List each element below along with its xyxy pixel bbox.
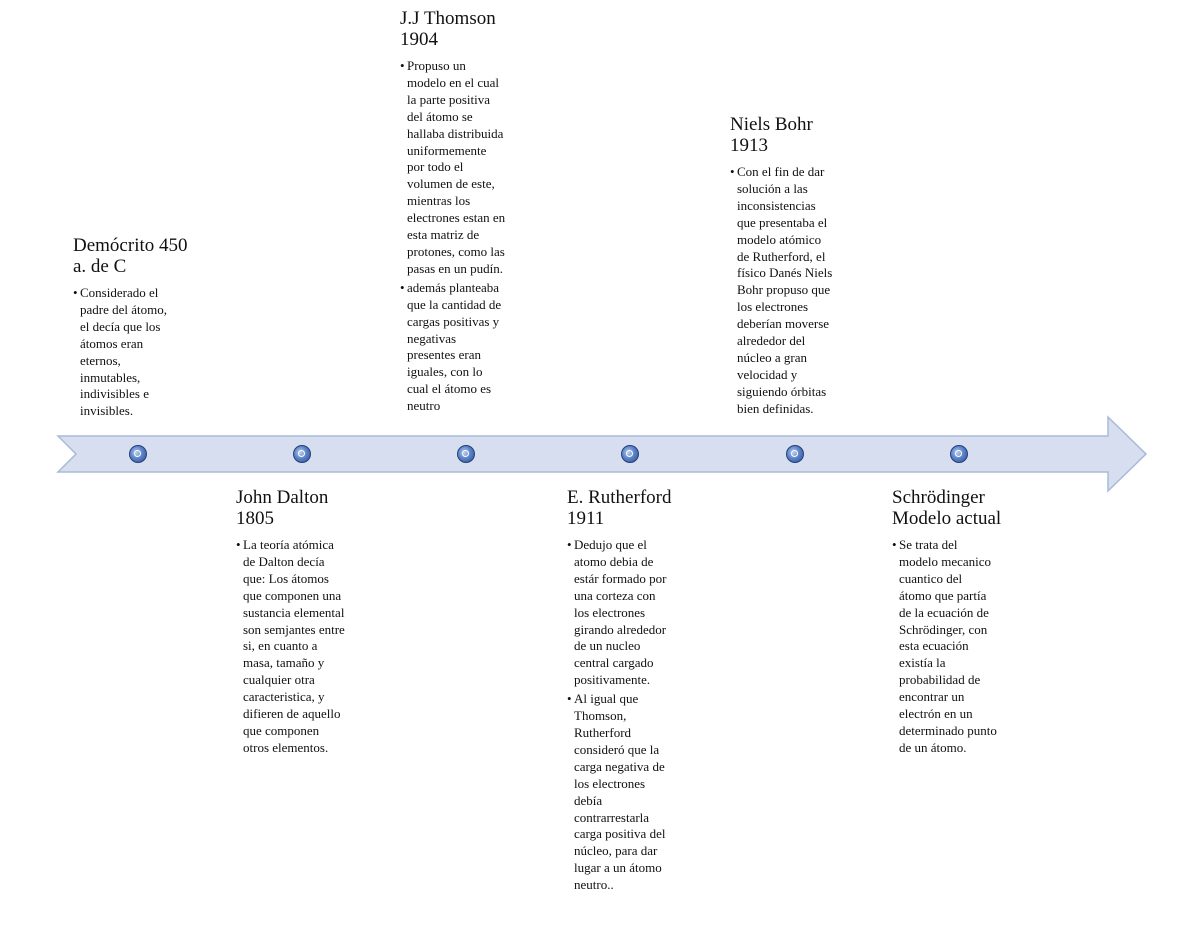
event-title: Demócrito 450 a. de C xyxy=(73,235,188,277)
event-bullets xyxy=(73,285,213,420)
event-bullets xyxy=(236,537,386,757)
event-bullet: • Dedujo que el atomo debia de estár formado por una corteza con los electrones girando alrededor de un nucleo central cargado positivamente. xyxy=(567,537,717,689)
timeline-marker-thomson xyxy=(457,445,475,463)
timeline-marker-bohr xyxy=(786,445,804,463)
event-bullet: • Se trata del modelo mecanico cuantico del átomo que partía de la ecuación de Schrödinger, con esta ecuación existía la probabilidad de encontrar un electrón en un determinado punto de un átomo. xyxy=(892,537,1042,757)
event-title: Niels Bohr 1913 xyxy=(730,114,813,156)
event-title: J.J Thomson 1904 xyxy=(400,8,496,50)
event-title: John Dalton 1805 xyxy=(236,487,329,529)
timeline-marker-rutherford xyxy=(621,445,639,463)
timeline-marker-schrodinger xyxy=(950,445,968,463)
event-schrodinger xyxy=(892,487,1042,759)
event-bullet: • La teoría atómica de Dalton decía que: Los átomos que componen una sustancia elemental son semjantes entre si, en cuanto a masa, tamaño y cualquier otra caracteristica, y difieren de aquello que componen otros elementos. xyxy=(236,537,386,757)
event-bohr xyxy=(730,114,880,420)
event-bullet: • además planteaba que la cantidad de cargas positivas y negativas presentes eran iguales, con lo cual el átomo es neutro xyxy=(400,280,550,415)
event-bullets xyxy=(567,537,717,894)
timeline-marker-dalton xyxy=(293,445,311,463)
event-bullets xyxy=(730,164,880,418)
event-title: Schrödinger Modelo actual xyxy=(892,487,1002,529)
event-democrito xyxy=(73,235,213,422)
event-dalton xyxy=(236,487,386,759)
timeline-arrow-shape xyxy=(58,417,1146,491)
event-bullet: • Propuso un modelo en el cual la parte positiva del átomo se hallaba distribuida uniformemente por todo el volumen de este, mientras los electrones estan en esta matriz de protones, como las pasas en un pudín. xyxy=(400,58,550,278)
event-bullet: • Con el fin de dar solución a las inconsistencias que presentaba el modelo atómico de Rutherford, el físico Danés Niels Bohr propuso que los electrones deberían moverse alrededor del núcleo a gran velocidad y siguiendo órbitas bien definidas. xyxy=(730,164,880,418)
event-thomson xyxy=(400,8,550,417)
event-bullet: • Considerado el padre del átomo, el decía que los átomos eran eternos, inmutables, indivisibles e invisibles. xyxy=(73,285,213,420)
event-bullets xyxy=(892,537,1042,757)
event-rutherford xyxy=(567,487,717,896)
event-title: E. Rutherford 1911 xyxy=(567,487,672,529)
event-bullets xyxy=(400,58,550,415)
timeline-marker-democrito xyxy=(129,445,147,463)
event-bullet: • Al igual que Thomson, Rutherford consideró que la carga negativa de los electrones debía contrarrestarla carga positiva del núcleo, para dar lugar a un átomo neutro.. xyxy=(567,691,717,894)
